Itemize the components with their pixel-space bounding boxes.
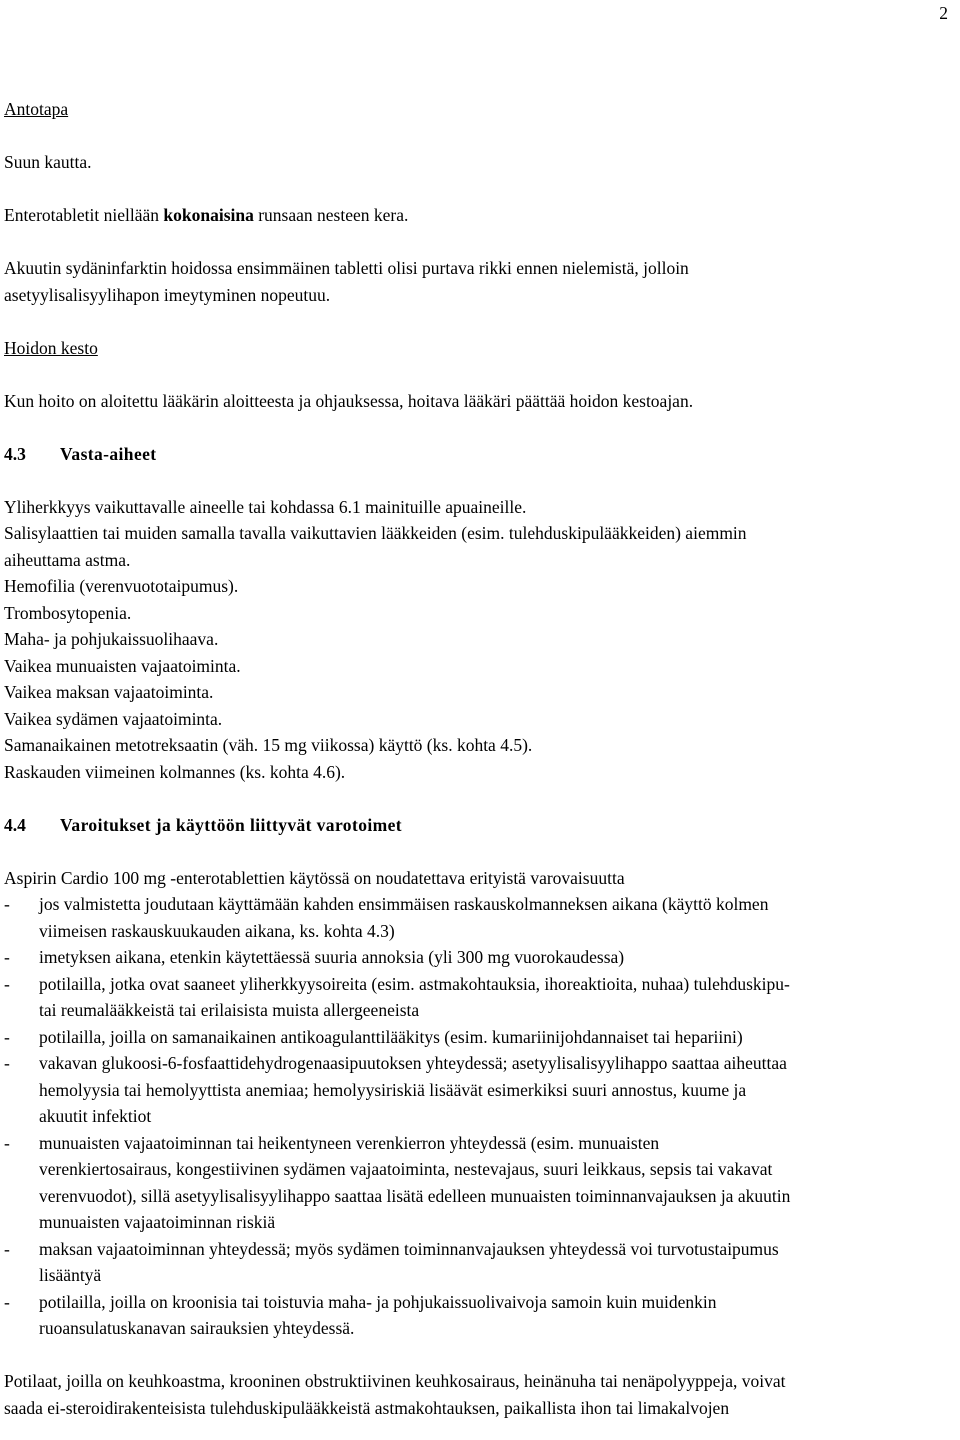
bullet-line: imetyksen aikana, etenkin käytettäessä suuria annoksia (yli 300 mg vuorokaudessa) bbox=[39, 947, 625, 967]
bullet-line: verenvuodot), sillä asetyylisalisyylihappo saattaa lisätä edelleen munuaisten toiminnanvajauksen ja akuutin bbox=[39, 1185, 791, 1206]
bullet-line: vakavan glukoosi-6-fosfaattidehydrogenaasipuutoksen yhteydessä; asetyylisalisyylihappo saattaa aiheuttaa bbox=[39, 1053, 787, 1073]
bullet-dash: - bbox=[4, 894, 10, 914]
bullet-line: tai reumalääkkeistä tai erilaisista muista allergeeneista bbox=[39, 1000, 420, 1020]
list-item bbox=[4, 1289, 960, 1342]
contraindication-line: aiheuttama astma. bbox=[4, 549, 131, 570]
swallow-text-bold: kokonaisina bbox=[163, 205, 254, 225]
swallow-text-before: Enterotabletit niellään bbox=[4, 205, 164, 225]
bullet-line: potilailla, joilla on samanaikainen antikoagulanttilääkitys (esim. kumariinijohdannaiset tai hepariini) bbox=[39, 1026, 743, 1047]
contraindication-line: Trombosytopenia. bbox=[4, 602, 132, 623]
bullet-dash: - bbox=[4, 973, 10, 994]
bullet-line: munuaisten vajaatoiminnan tai heikentyneen verenkierron yhteydessä (esim. munuaisten bbox=[39, 1132, 660, 1153]
section-4-4-title: Varoitukset ja käyttöön liittyvät varotoimet bbox=[60, 814, 402, 835]
bullet-line: munuaisten vajaatoiminnan riskiä bbox=[39, 1212, 276, 1232]
contraindication-line: Raskauden viimeinen kolmannes (ks. kohta 4.6). bbox=[4, 761, 346, 782]
bullet-dash: - bbox=[4, 947, 10, 967]
warnings-closing-line-2: saada ei-steroidirakenteisista tulehduskipulääkkeistä astmakohtauksen, paikallista ihon tai limakalvojen bbox=[4, 1397, 730, 1418]
bullet-dash: - bbox=[4, 1053, 10, 1073]
bullet-line: verenkiertosairaus, kongestiivinen sydämen vajaatoiminta, nestevajaus, suuri leikkaus, sepsis tai vakavat bbox=[39, 1159, 773, 1179]
contraindication-line: Yliherkkyys vaikuttavalle aineelle tai kohdassa 6.1 mainituille apuaineille. bbox=[4, 496, 527, 517]
bullet-dash: - bbox=[4, 1238, 10, 1259]
list-item bbox=[4, 944, 960, 971]
page-number: 2 bbox=[939, 3, 948, 23]
bullet-line: viimeisen raskauskuukauden aikana, ks. kohta 4.3) bbox=[39, 920, 395, 941]
administration-infarction-line-1: Akuutin sydäninfarktin hoidossa ensimmäinen tabletti olisi purtava rikki ennen nielemistä, jolloin bbox=[4, 258, 689, 278]
administration-route: Suun kautta. bbox=[4, 152, 92, 172]
warnings-closing-line-1: Potilaat, joilla on keuhkoastma, krooninen obstruktiivinen keuhkosairaus, heinänuha tai nenäpolyyppeja, voivat bbox=[4, 1371, 786, 1391]
administration-infarction-line-2: asetyylisalisyylihapon imeytyminen nopeutuu. bbox=[4, 284, 331, 305]
bullet-dash: - bbox=[4, 1132, 10, 1153]
administration-swallow bbox=[4, 202, 960, 229]
duration-heading: Hoidon kesto bbox=[4, 337, 98, 358]
bullet-line: potilailla, joilla on kroonisia tai toistuvia maha- ja pohjukaissuolivaivoja samoin kuin muidenkin bbox=[39, 1291, 717, 1312]
list-item bbox=[4, 1024, 960, 1051]
bullet-line: akuutit infektiot bbox=[39, 1106, 152, 1126]
bullet-line: ruoansulatuskanavan sairauksien yhteydessä. bbox=[39, 1318, 355, 1338]
contraindication-line: Salisylaattien tai muiden samalla tavalla vaikuttavien lääkkeiden (esim. tulehduskipulääkkeiden) aiemmin bbox=[4, 523, 747, 543]
contraindication-line: Maha- ja pohjukaissuolihaava. bbox=[4, 629, 219, 649]
list-item bbox=[4, 1050, 960, 1130]
bullet-line: maksan vajaatoiminnan yhteydessä; myös sydämen toiminnanvajauksen yhteydessä voi turvotustaipumus bbox=[39, 1238, 779, 1259]
warnings-list bbox=[4, 891, 960, 1342]
section-4-4-number: 4.4 bbox=[4, 814, 26, 835]
contraindication-line: Vaikea munuaisten vajaatoiminta. bbox=[4, 655, 241, 676]
bullet-line: lisääntyä bbox=[39, 1265, 102, 1285]
list-item bbox=[4, 971, 960, 1024]
bullet-line: hemolyysia tai hemolyyttista anemiaa; hemolyysiriskiä lisäävät esimerkiksi suuri annostus, kuume ja bbox=[39, 1079, 747, 1100]
document-body bbox=[4, 96, 960, 1421]
contraindication-line: Vaikea sydämen vajaatoiminta. bbox=[4, 708, 223, 729]
bullet-line: potilailla, jotka ovat saaneet yliherkkyysoireita (esim. astmakohtauksia, ihoreaktioita, nuhaa) tulehduskipu- bbox=[39, 973, 790, 994]
swallow-text-after: runsaan nesteen kera. bbox=[253, 205, 409, 225]
warnings-intro: Aspirin Cardio 100 mg -enterotablettien käytössä on noudatettava erityistä varovaisuutta bbox=[4, 867, 625, 888]
list-item bbox=[4, 1236, 960, 1289]
list-item bbox=[4, 1130, 960, 1236]
section-4-3-number: 4.3 bbox=[4, 443, 26, 464]
bullet-dash: - bbox=[4, 1291, 10, 1312]
contraindication-line: Samanaikainen metotreksaatin (väh. 15 mg viikossa) käyttö (ks. kohta 4.5). bbox=[4, 735, 533, 755]
contraindications-list bbox=[4, 494, 960, 786]
bullet-dash: - bbox=[4, 1026, 10, 1047]
contraindication-line: Vaikea maksan vajaatoiminta. bbox=[4, 682, 214, 702]
section-4-3-title: Vasta-aiheet bbox=[60, 443, 157, 464]
section-4-3-heading bbox=[4, 441, 960, 468]
duration-text: Kun hoito on aloitettu lääkärin aloitteesta ja ohjauksessa, hoitava lääkäri päättää hoidon kestoajan. bbox=[4, 390, 694, 411]
list-item bbox=[4, 891, 960, 944]
bullet-line: jos valmistetta joudutaan käyttämään kahden ensimmäisen raskauskolmanneksen aikana (käyttö kolmen bbox=[39, 894, 769, 914]
section-4-4-heading bbox=[4, 812, 960, 839]
administration-heading: Antotapa bbox=[4, 99, 69, 119]
contraindication-line: Hemofilia (verenvuototaipumus). bbox=[4, 576, 239, 596]
